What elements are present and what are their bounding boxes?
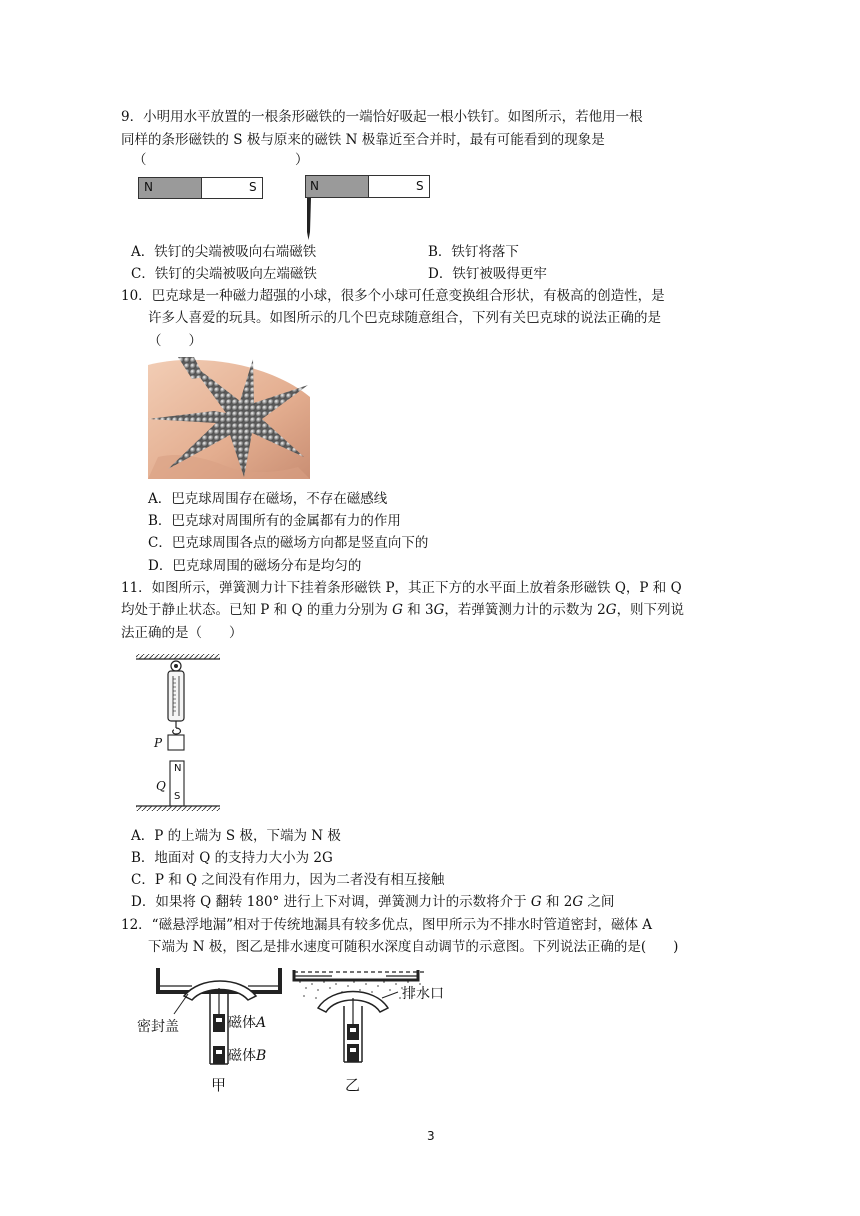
q11-g-symbol: G: [433, 602, 445, 618]
q11-option-a: A．P 的上端为 S 极，下端为 N 极: [131, 828, 341, 844]
q11-label-n: N: [174, 763, 182, 774]
q9-option-b: B．铁钉将落下: [428, 244, 519, 260]
q10-stem-line2: 许多人喜爱的玩具。如图所示的几个巴克球随意组合，下列有关巴克球的说法正确的是: [148, 310, 661, 326]
q11-stem-line2-part1: 均处于静止状态。已知 P 和 Q 的重力分别为: [121, 602, 393, 618]
q10-option-a: A．巴克球周围存在磁场，不存在磁感线: [148, 491, 388, 507]
q10-option-c: C．巴克球周围各点的磁场方向都是竖直向下的: [148, 535, 429, 551]
q11-stem-line2-part2: 和 3: [402, 602, 434, 618]
q9-option-d: D．铁钉被吸得更牢: [428, 266, 547, 282]
q11-g-symbol: G: [605, 602, 617, 618]
q12-label-magnet-b-letter: B: [256, 1048, 267, 1064]
q9-magnet-left: [138, 177, 263, 199]
q12-label-outlet: 排水口: [402, 986, 444, 1002]
q11-g-symbol: G: [392, 602, 403, 618]
q11-stem-line3: 法正确的是（ ）: [121, 625, 243, 641]
q11-option-d-part1: D．如果将 Q 翻转 180° 进行上下对调，弹簧测力计的示数将介于: [131, 894, 531, 910]
q10-option-b: B．巴克球对周围所有的金属都有力的作用: [148, 513, 401, 529]
q11-stem-line2: [121, 600, 684, 620]
q9-stem-line1: 9．小明用水平放置的一根条形磁铁的一端恰好吸起一根小铁钉。如图所示，若他用一根: [121, 109, 643, 125]
q12-label-magnet-b: [228, 1045, 266, 1065]
q12-label-seal-cover: 密封盖: [137, 1019, 179, 1035]
q9-stem-line2: 同样的条形磁铁的 S 极与原来的磁铁 N 极靠近至合并时，最有可能看到的现象是: [121, 132, 605, 148]
q11-stem-line2-part3: ，若弹簧测力计的示数为 2: [444, 602, 606, 618]
q9-bracket-close: ）: [295, 152, 309, 168]
q10-buckyball-photo: [148, 357, 310, 479]
page-number: 3: [427, 1129, 435, 1143]
q9-magnet-left-s-label: S: [249, 180, 257, 194]
q12-stem-line2: 下端为 N 极，图乙是排水速度可随积水深度自动调节的示意图。下列说法正确的是( ): [148, 939, 679, 955]
q12-label-magnet-a-text: 磁体: [228, 1015, 256, 1031]
q11-stem-line2-part4: ，则下列说: [616, 602, 685, 618]
q9-bracket-open: （: [133, 152, 147, 168]
q12-caption-jia: 甲: [211, 1076, 227, 1094]
q11-label-q: Q: [156, 779, 166, 793]
q9-magnet-right-s-label: S: [416, 179, 424, 193]
q11-stem-line1: 11．如图所示，弹簧测力计下挂着条形磁铁 P，其正下方的水平面上放着条形磁铁 Q，P 和 Q: [121, 580, 682, 596]
q9-magnet-right-n-label: N: [310, 179, 319, 193]
q11-label-p: P: [154, 736, 163, 750]
q11-g-symbol: G: [530, 894, 542, 910]
q12-stem-line1: 12．“磁悬浮地漏”相对于传统地漏具有较多优点，图甲所示为不排水时管道密封，磁体 A: [121, 917, 653, 933]
q9-iron-nail: [306, 198, 316, 240]
q11-option-c: C．P 和 Q 之间没有作用力，因为二者没有相互接触: [131, 872, 445, 888]
q11-option-d: [131, 892, 614, 912]
q12-label-magnet-b-text: 磁体: [228, 1048, 256, 1064]
q9-option-c: C．铁钉的尖端被吸向左端磁铁: [131, 266, 317, 282]
q11-option-d-part3: 之间: [583, 894, 615, 910]
q10-option-d: D．巴克球周围的磁场分布是均匀的: [148, 558, 362, 574]
q12-label-magnet-a: [228, 1012, 266, 1032]
q9-magnet-left-n-label: N: [144, 180, 153, 194]
q11-option-d-part2: 和 2: [541, 894, 573, 910]
q11-option-b: B．地面对 Q 的支持力大小为 2G: [131, 850, 333, 866]
q11-g-symbol: G: [572, 894, 584, 910]
q12-figure-yi: [290, 962, 430, 1072]
q11-spring-scale-diagram: [133, 650, 233, 816]
q10-stem-line1: 10．巴克球是一种磁力超强的小球，很多个小球可任意变换组合形状，有极高的创造性，是: [121, 288, 665, 304]
q9-magnet-right: [305, 175, 430, 198]
q9-option-a: A．铁钉的尖端被吸向右端磁铁: [131, 244, 317, 260]
q11-label-s: S: [174, 791, 181, 802]
q10-stem-line3: （ ）: [148, 333, 202, 349]
q12-caption-yi: 乙: [345, 1076, 361, 1094]
q12-label-magnet-a-letter: A: [256, 1015, 267, 1031]
